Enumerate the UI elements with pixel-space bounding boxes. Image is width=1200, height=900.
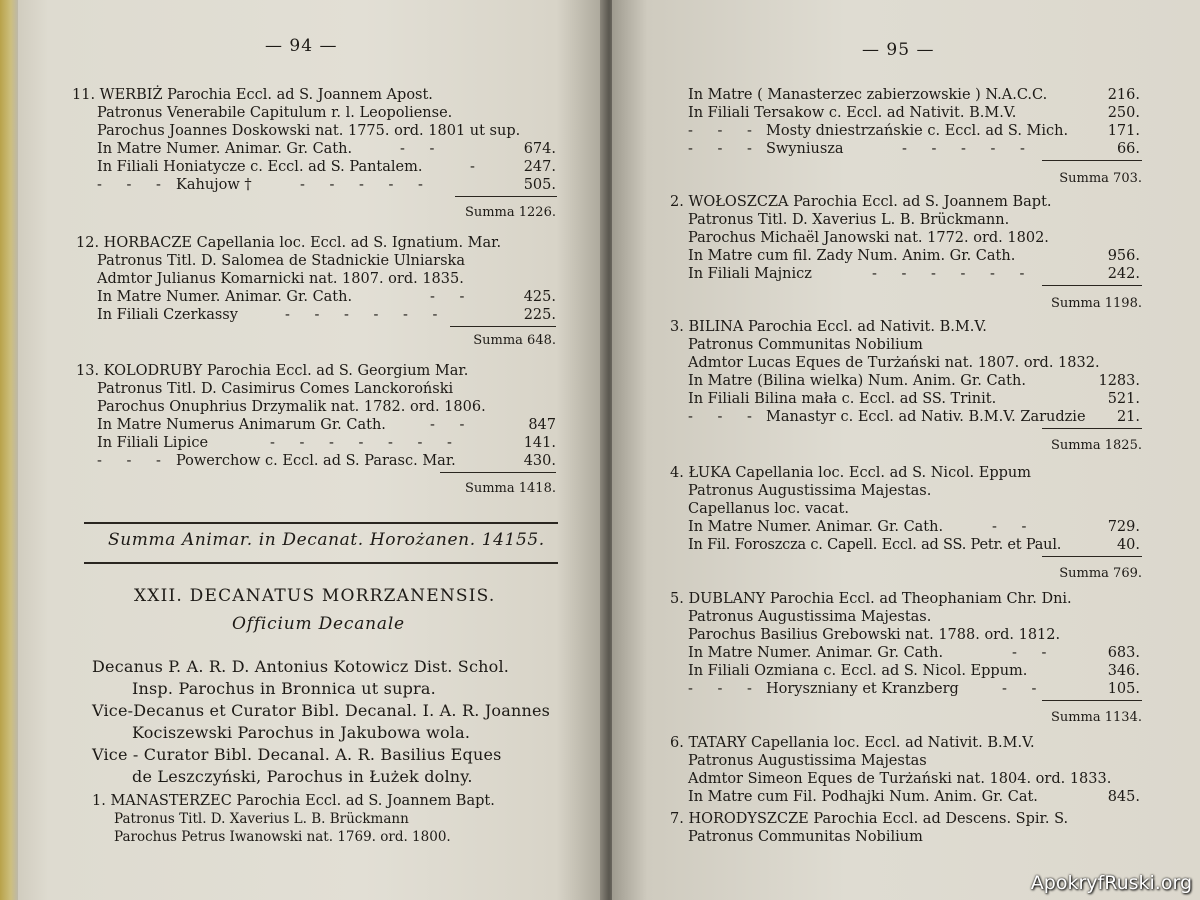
entry-3-filiali: In Filiali Bilina mała c. Eccl. ad SS. Trinit.	[688, 391, 997, 407]
entry-11-title: 11. WERBIŻ Parochia Eccl. ad S. Joannem Apost.	[72, 87, 433, 103]
leader-dots: - - -	[688, 123, 762, 139]
leader-dots: -	[470, 159, 485, 175]
decanat-total: Summa Animar. in Decanat. Horożanen. 14155.	[108, 530, 545, 550]
entry-5-filiali-count: 346.	[1107, 663, 1140, 679]
entry-3-filiali-count: 521.	[1107, 391, 1140, 407]
entry-2-matre-count: 956.	[1107, 248, 1140, 264]
entry-3-admtor: Admtor Lucas Eques de Turżański nat. 1807. ord. 1832.	[688, 355, 1100, 371]
entry-13-title: 13. KOLODRUBY Parochia Eccl. ad S. Georgium Mar.	[76, 363, 469, 379]
entry-1-title: 1. MANASTERZEC Parochia Eccl. ad S. Joannem Bapt.	[92, 793, 495, 809]
entry-6-patron: Patronus Augustissima Majestas	[688, 753, 927, 769]
entry-11-parochus: Parochus Joannes Doskowski nat. 1775. ord. 1801 ut sup.	[97, 123, 521, 139]
entry-12-filiali: In Filiali Czerkassy	[97, 307, 238, 323]
manasterzec-matre-count: 216.	[1107, 87, 1140, 103]
entry-11-filiali-2-count: 505.	[523, 177, 556, 193]
decanus-line-2: Insp. Parochus in Bronnica ut supra.	[132, 679, 436, 698]
officium-heading: Officium Decanale	[232, 614, 405, 634]
leader-dots: - -	[430, 289, 475, 305]
entry-4-title: 4. ŁUKA Capellania loc. Eccl. ad S. Nicol. Eppum	[670, 465, 1032, 481]
manasterzec-filiali: In Filiali Tersakow c. Eccl. ad Nativit. B.M.V.	[688, 105, 1017, 121]
leader-dots: - - -	[688, 681, 762, 697]
leader-dots: - -	[1012, 645, 1057, 661]
entry-13-parochus: Parochus Onuphrius Drzymalik nat. 1782. ord. 1806.	[97, 399, 486, 415]
entry-7-patron: Patronus Communitas Nobilium	[688, 829, 923, 845]
entry-2-parochus: Parochus Michaël Janowski nat. 1772. ord. 1802.	[688, 230, 1049, 246]
entry-2-matre: In Matre cum fil. Zady Num. Anim. Gr. Cath.	[688, 248, 1016, 264]
manasterzec-filiali-count: 250.	[1107, 105, 1140, 121]
entry-12-matre-count: 425.	[523, 289, 556, 305]
entry-13-filiali-count: 141.	[523, 435, 556, 451]
manasterzec-filiali-2-count: 171.	[1107, 123, 1140, 139]
entry-2-filiali-count: 242.	[1107, 266, 1140, 282]
entry-4-filiali-count: 40.	[1116, 537, 1140, 553]
leader-dots: - -	[992, 519, 1037, 535]
entry-4-matre: In Matre Numer. Animar. Gr. Cath.	[688, 519, 944, 535]
entry-7-title: 7. HORODYSZCZE Parochia Eccl. ad Descens. Spir. S.	[670, 811, 1069, 827]
entry-12-sum: Summa 648.	[473, 333, 556, 348]
entry-12-matre: In Matre Numer. Animar. Gr. Cath.	[97, 289, 353, 305]
entry-11-matre-count: 674.	[523, 141, 556, 157]
entry-11-matre: In Matre Numer. Animar. Gr. Cath.	[97, 141, 353, 157]
leader-dots: - -	[400, 141, 445, 157]
entry-13-filiali: In Filiali Lipice	[97, 435, 209, 451]
decanatus-heading: XXII. DECANATUS MORRZANENSIS.	[134, 586, 496, 606]
total-rule-top	[84, 522, 558, 524]
sum-rule	[1042, 700, 1142, 701]
sum-rule	[1042, 160, 1142, 161]
entry-13-matre-count: 847	[528, 417, 556, 433]
manasterzec-filiali-2: Mosty dniestrzańskie c. Eccl. ad S. Mich.	[766, 123, 1069, 139]
decanus-line-1: Decanus P. A. R. D. Antonius Kotowicz Dist. Schol.	[92, 657, 510, 676]
leader-dots: - - -	[688, 141, 762, 157]
leader-dots: - -	[1002, 681, 1047, 697]
entry-4-filiali: In Fil. Foroszcza c. Capell. Eccl. ad SS. Petr. et Paul.	[688, 537, 1062, 553]
vice-curator-line-1: Vice - Curator Bibl. Decanal. A. R. Basilius Eques	[92, 745, 502, 764]
entry-6-title: 6. TATARY Capellania loc. Eccl. ad Nativit. B.M.V.	[670, 735, 1035, 751]
total-rule-bottom	[84, 562, 558, 564]
entry-5-parochus: Parochus Basilius Grebowski nat. 1788. ord. 1812.	[688, 627, 1061, 643]
entry-11-patron: Patronus Venerabile Capitulum r. l. Leopoliense.	[97, 105, 453, 121]
entry-5-matre: In Matre Numer. Animar. Gr. Cath.	[688, 645, 944, 661]
vice-decanus-line-2: Kociszewski Parochus in Jakubowa wola.	[132, 723, 471, 742]
entry-4-capellanus: Capellanus loc. vacat.	[688, 501, 849, 517]
entry-2-sum: Summa 1198.	[1050, 296, 1142, 311]
entry-5-matre-count: 683.	[1107, 645, 1140, 661]
sum-rule	[1042, 428, 1142, 429]
manasterzec-sum: Summa 703.	[1059, 171, 1142, 186]
leader-dots: - - -	[97, 453, 171, 469]
entry-13-patron: Patronus Titl. D. Casimirus Comes Lanckoroński	[97, 381, 454, 397]
entry-2-filiali: In Filiali Majnicz	[688, 266, 812, 282]
entry-1-parochus: Parochus Petrus Iwanowski nat. 1769. ord. 1800.	[114, 829, 451, 845]
leader-dots: - - - - - - -	[270, 435, 462, 451]
sum-rule	[450, 326, 556, 327]
entry-5-title: 5. DUBLANY Parochia Eccl. ad Theophaniam Chr. Dni.	[670, 591, 1072, 607]
entry-12-patron: Patronus Titl. D. Salomea de Stadnickie Ulniarska	[97, 253, 465, 269]
entry-5-filiali: In Filiali Ozmiana c. Eccl. ad S. Nicol. Eppum.	[688, 663, 1028, 679]
entry-13-sum: Summa 1418.	[464, 481, 556, 496]
entry-4-patron: Patronus Augustissima Majestas.	[688, 483, 932, 499]
leader-dots: - - -	[97, 177, 171, 193]
watermark: ApokryfRuski.org	[1030, 872, 1192, 894]
sum-rule	[1042, 556, 1142, 557]
sum-rule	[1042, 285, 1142, 286]
sum-rule	[455, 196, 557, 197]
entry-12-filiali-count: 225.	[523, 307, 556, 323]
leader-dots: - -	[430, 417, 475, 433]
entry-3-matre: In Matre (Bilina wielka) Num. Anim. Gr. Cath.	[688, 373, 1026, 389]
entry-5-filiali-2-count: 105.	[1107, 681, 1140, 697]
entry-12-admtor: Admtor Julianus Komarnicki nat. 1807. ord. 1835.	[97, 271, 464, 287]
entry-13-matre: In Matre Numerus Animarum Gr. Cath.	[97, 417, 386, 433]
entry-3-sum: Summa 1825.	[1050, 438, 1142, 453]
entry-13-filiali-2: Powerchow c. Eccl. ad S. Parasc. Mar.	[176, 453, 456, 469]
entry-6-matre: In Matre cum Fil. Podhajki Num. Anim. Gr. Cat.	[688, 789, 1038, 805]
entry-4-sum: Summa 769.	[1059, 566, 1142, 581]
entry-2-patron: Patronus Titl. D. Xaverius L. B. Brückmann.	[688, 212, 1010, 228]
entry-2-title: 2. WOŁOSZCZA Parochia Eccl. ad S. Joannem Bapt.	[670, 194, 1052, 210]
manasterzec-filiali-3-count: 66.	[1116, 141, 1140, 157]
entry-11-filiali: In Filiali Honiatycze c. Eccl. ad S. Pantalem.	[97, 159, 423, 175]
leader-dots: - - - - -	[300, 177, 433, 193]
leader-dots: - - - - - -	[285, 307, 448, 323]
entry-3-matre-count: 1283.	[1098, 373, 1140, 389]
leader-dots: - - -	[688, 409, 762, 425]
vice-decanus-line-1: Vice-Decanus et Curator Bibl. Decanal. I. A. R. Joannes	[92, 701, 551, 720]
entry-3-filiali-2-count: 21.	[1116, 409, 1140, 425]
entry-3-patron: Patronus Communitas Nobilium	[688, 337, 923, 353]
page-number-left: — 94 —	[265, 36, 338, 56]
entry-12-title: 12. HORBACZE Capellania loc. Eccl. ad S. Ignatium. Mar.	[76, 235, 502, 251]
sum-rule	[440, 472, 556, 473]
entry-5-sum: Summa 1134.	[1050, 710, 1142, 725]
entry-11-sum: Summa 1226.	[464, 205, 556, 220]
entry-13-filiali-2-count: 430.	[523, 453, 556, 469]
entry-3-title: 3. BILINA Parochia Eccl. ad Nativit. B.M.V.	[670, 319, 987, 335]
leader-dots: - - - - -	[902, 141, 1035, 157]
entry-6-matre-count: 845.	[1107, 789, 1140, 805]
page-number-right: — 95 —	[862, 40, 935, 60]
page-edge	[0, 0, 18, 900]
vice-curator-line-2: de Leszczyński, Parochus in Łużek dolny.	[132, 767, 473, 786]
entry-5-patron: Patronus Augustissima Majestas.	[688, 609, 932, 625]
entry-1-patron: Patronus Titl. D. Xaverius L. B. Brückmann	[114, 811, 409, 827]
entry-11-filiali-count: 247.	[523, 159, 556, 175]
manasterzec-filiali-3: Swyniusza	[766, 141, 844, 157]
entry-11-filiali-2: Kahujow †	[176, 177, 252, 193]
entry-6-admtor: Admtor Simeon Eques de Turżański nat. 1804. ord. 1833.	[688, 771, 1112, 787]
entry-3-filiali-2: Manastyr c. Eccl. ad Nativ. B.M.V. Zarudzie	[766, 409, 1086, 425]
manasterzec-matre: In Matre ( Manasterzec zabierzowskie ) N.A.C.C.	[688, 87, 1048, 103]
leader-dots: - - - - - -	[872, 266, 1035, 282]
entry-4-matre-count: 729.	[1107, 519, 1140, 535]
entry-5-filiali-2: Horyszniany et Kranzberg	[766, 681, 959, 697]
right-page	[612, 0, 1200, 900]
